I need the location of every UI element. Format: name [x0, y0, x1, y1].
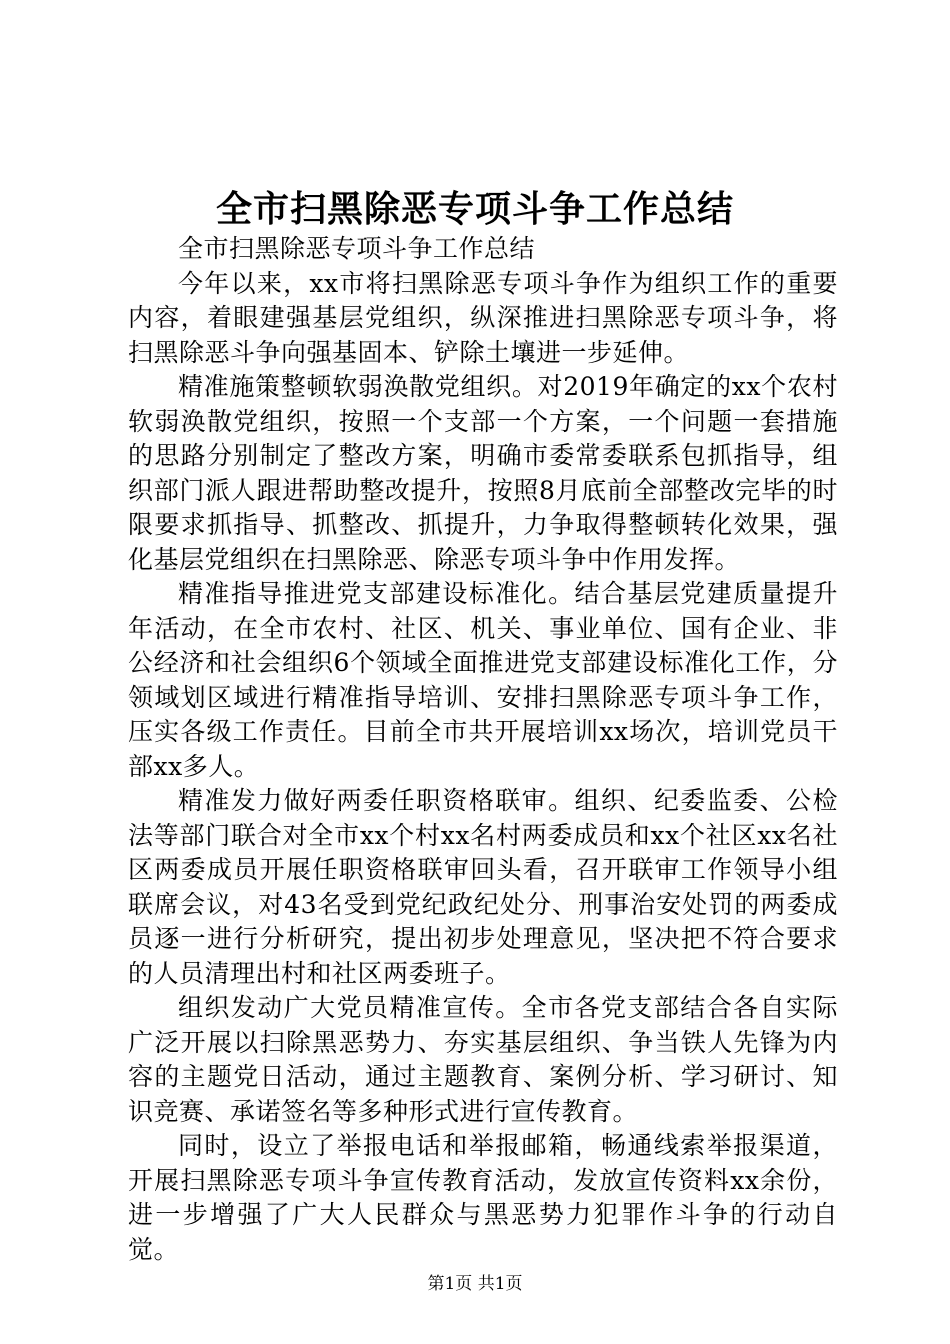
- paragraph-reporting: 同时，设立了举报电话和举报邮箱，畅通线索举报渠道，开展扫黑除恶专项斗争宣传教育活动，发放宣传资料xx余份，进一步增强了广大人民群众与黑恶势力犯罪作斗争的行动自觉。: [128, 1131, 838, 1264]
- document-title: 全市扫黑除恶专项斗争工作总结: [215, 188, 734, 230]
- page-number-footer: 第1页 共1页: [427, 1274, 523, 1294]
- paragraph-standardization: 精准指导推进党支部建设标准化。结合基层党建质量提升年活动，在全市农村、社区、机关、事业单位、国有企业、非公经济和社会组织6个领域全面推进党支部建设标准化工作，分领域划区域进行精准指导培训、安排扫黑除恶专项斗争工作，压实各级工作责任。目前全市共开展培训xx场次，培训党员干部xx多人。: [128, 579, 838, 781]
- paragraph-rectification: 精准施策整顿软弱涣散党组织。对2019年确定的xx个农村软弱涣散党组织，按照一个支部一个方案，一个问题一套措施的思路分别制定了整改方案，明确市委常委联系包抓指导，组织部门派人跟进帮助整改提升，按照8月底前全部整改完毕的时限要求抓指导、抓整改、抓提升，力争取得整顿转化效果，强化基层党组织在扫黑除恶、除恶专项斗争中作用发挥。: [128, 372, 838, 574]
- paragraph-intro: 今年以来，xx市将扫黑除恶专项斗争作为组织工作的重要内容，着眼建强基层党组织，纵深推进扫黑除恶专项斗争，将扫黑除恶斗争向强基固本、铲除土壤进一步延伸。: [128, 268, 838, 367]
- paragraph-publicity: 组织发动广大党员精准宣传。全市各党支部结合各自实际广泛开展以扫除黑恶势力、夯实基层组织、争当铁人先锋为内容的主题党日活动，通过主题教育、案例分析、学习研讨、知识竞赛、承诺签名等多种形式进行宣传教育。: [128, 993, 838, 1126]
- paragraph-qualification-review: 精准发力做好两委任职资格联审。组织、纪委监委、公检法等部门联合对全市xx个村xx名村两委成员和xx个社区xx名社区两委成员开展任职资格联审回头看，召开联审工作领导小组联席会议，对43名受到党纪政纪处分、刑事治安处罚的两委成员逐一进行分析研究，提出初步处理意见，坚决把不符合要求的人员清理出村和社区两委班子。: [128, 786, 838, 988]
- document-body: [128, 232, 838, 1267]
- paragraph-subtitle: 全市扫黑除恶专项斗争工作总结: [178, 234, 536, 263]
